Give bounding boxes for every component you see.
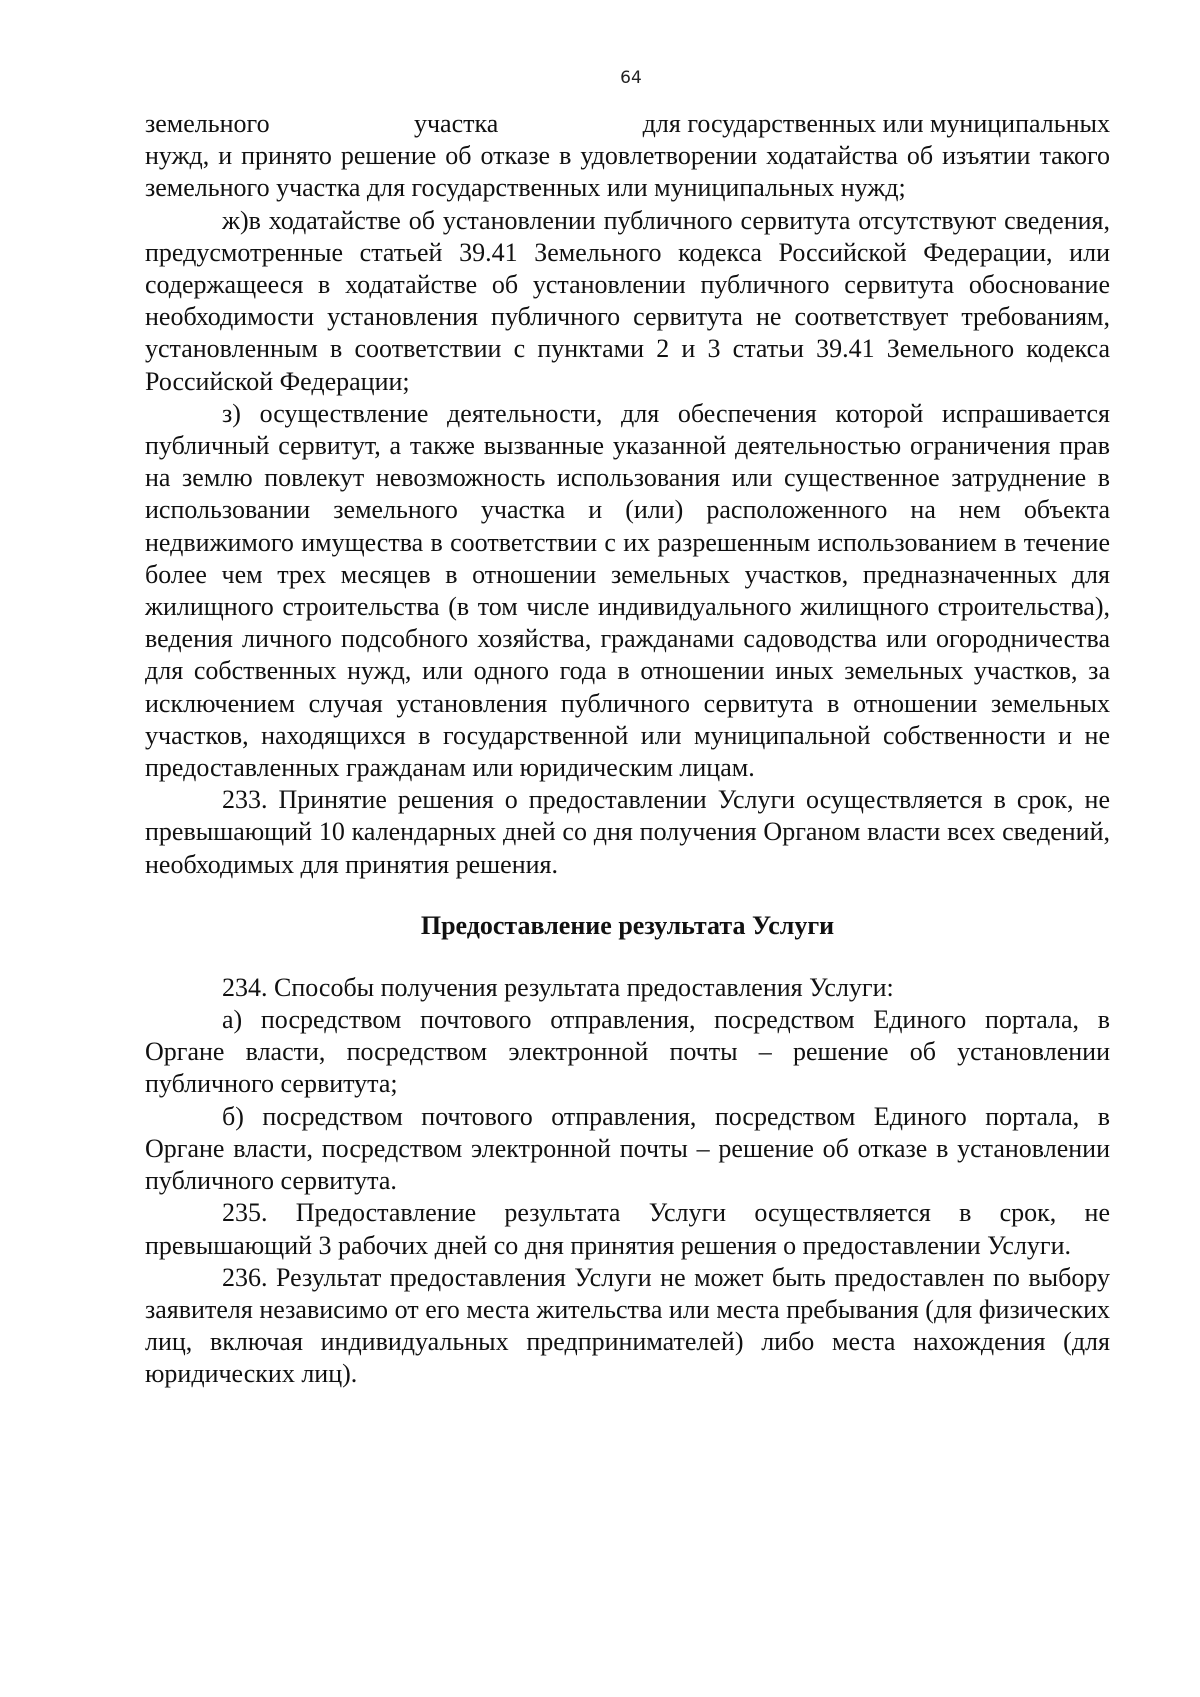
page-number: 64 [620,68,642,88]
item-a: а) посредством почтового отправления, посредством Единого портала, в Органе власти, посредством электронной почты – решение об установлении публичного сервитута; [145,1005,1110,1099]
first-line-word-3: для государственных или муниципальных [642,109,1110,138]
document-body [145,108,1110,1391]
continuation-first-line [145,108,1110,140]
section-heading: Предоставление результата Услуги [420,910,835,940]
paragraph-235: 235. Предоставление результата Услуги осуществляется в срок, не превышающий 3 рабочих дней со дня принятия решения о предоставлении Услуги. [145,1198,1110,1260]
item-b: б) посредством почтового отправления, посредством Единого портала, в Органе власти, посредством электронной почты – решение об отказе в установлении публичного сервитута. [145,1101,1110,1196]
item-z: з) осуществление деятельности, для обеспечения которой испрашивается публичный сервитут, а также вызванные указанной деятельностью ограничения прав на землю повлекут невозможность использования или существенное затруднение в использовании земельного участка и (или) расположенного на нем объекта недвижимого имущества в соответствии с их разрешенным использованием в течение более чем трех месяцев в отношении земельных участков, предназначенных для жилищного строительства (в том числе индивидуального жилищного строительства), ведения личного подсобного хозяйства, гражданами садоводства или огородничества для собственных нужд, или одного года в отношении иных земельных участков, за исключением случая установления публичного сервитута в отношении земельных участков, находящихся в государственной или муниципальной собственности и не предоставленных гражданам или юридическим лицам. [145,398,1110,783]
first-line-word-1: земельного [145,109,270,138]
paragraph-233: 233. Принятие решения о предоставлении Услуги осуществляется в срок, не превышающий 10 календарных дней со дня получения Органом власти всех сведений, необходимых для принятия решения. [145,785,1110,879]
continuation-paragraph: нужд, и принято решение об отказе в удовлетворении ходатайства об изъятии такого земельного участка для государственных или муниципальных нужд; [145,141,1110,203]
paragraph-234: 234. Способы получения результата предоставления Услуги: [222,972,894,1002]
paragraph-236: 236. Результат предоставления Услуги не может быть предоставлен по выбору заявителя независимо от его места жительства или места пребывания (для физических лиц, включая индивидуальных предпринимателей) либо места нахождения (для юридических лиц). [145,1262,1110,1389]
first-line-word-2: участка [413,109,499,138]
item-zh: ж)в ходатайстве об установлении публичного сервитута отсутствуют сведения, предусмотренные статьей 39.41 Земельного кодекса Российской Федерации, или содержащееся в ходатайстве об установлении публичного сервитута обоснование необходимости установления публичного сервитута не соответствует требованиям, установленным в соответствии с пунктами 2 и 3 статьи 39.41 Земельного кодекса Российской Федерации; [145,205,1110,396]
